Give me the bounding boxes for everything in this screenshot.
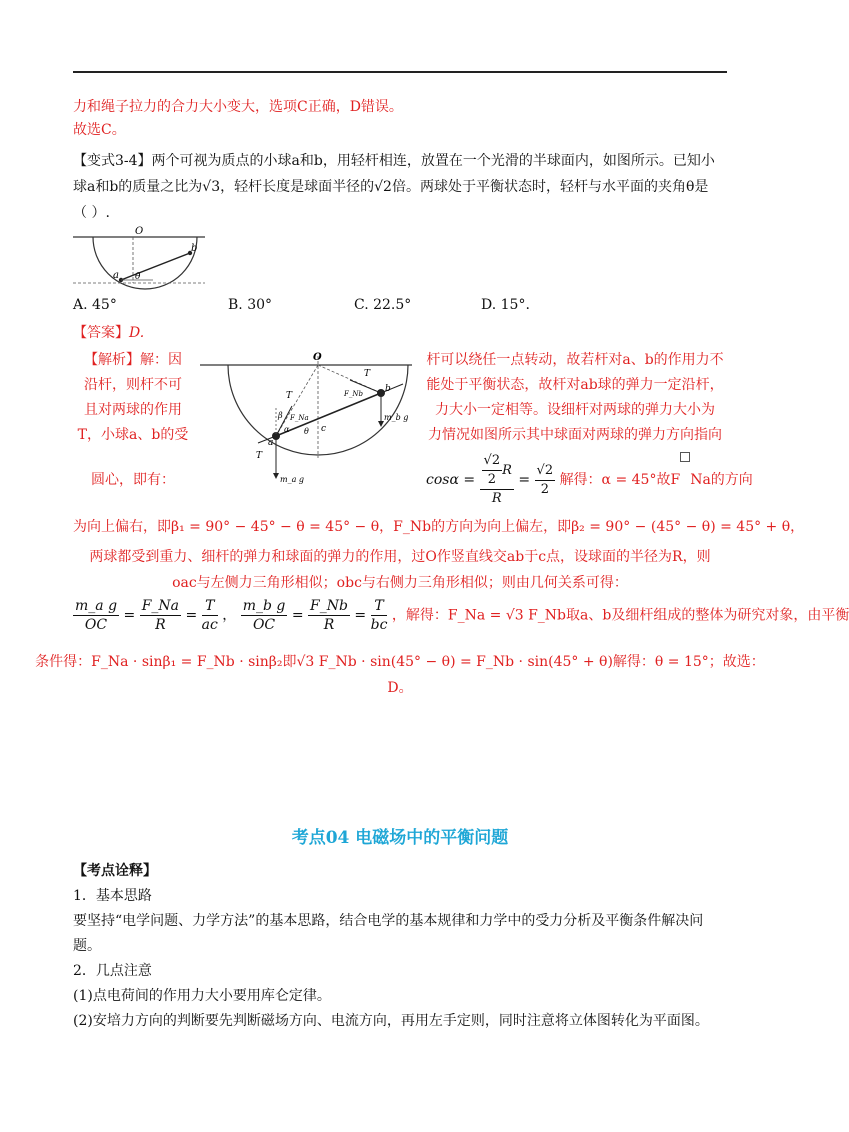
cos-label: cosα = — [426, 472, 476, 488]
fig2-o-label: O — [313, 352, 322, 363]
eq2-n3: T — [371, 597, 388, 616]
fig1-o-label: O — [135, 226, 144, 237]
section-heading: 考点04 电磁场中的平衡问题 — [291, 828, 509, 848]
header-rule — [73, 71, 727, 73]
fig1-theta-label: θ — [135, 272, 141, 282]
eq-tail: ，解得：F_Na = √3 F_Nb取a、b及细杆组成的整体为研究对象，由平衡 — [391, 607, 849, 624]
eq1-d1: OC — [84, 617, 108, 633]
eq2-n1: m_b g — [242, 598, 286, 614]
analysis-left-2: 沿杆，则杆不可 — [84, 377, 182, 393]
force-diagram — [198, 348, 420, 490]
analysis-left-3: 且对两球的作用 — [84, 402, 182, 418]
eq1-n1: m_a g — [75, 598, 118, 614]
ratio-equations: $\frac{\text{m\_a g}}{OC}$ = $\frac{F\_Na}{R}$ = $\frac{T}{ac}$ ， $\frac{\text{m\_b g}}{OC}$ = $\frac{F\_Nb}{R}$ = $\frac{T}{bc}$ ，解得：F_Na = √3 F_Nb取a、b及细杆组成的整体为研究对象，由平衡 — [75, 598, 849, 633]
eq2-d2: R — [323, 617, 335, 633]
answer-line — [73, 323, 144, 343]
analysis-line-11: D。 — [387, 680, 413, 696]
hemisphere-figure — [73, 225, 213, 290]
question-line-3: （ ）. — [73, 205, 110, 221]
cos-den: R — [491, 491, 502, 506]
eq2-n2: F_Nb — [310, 598, 348, 614]
fig2-alpha-label: α — [284, 425, 290, 434]
cos-num-top: √2 — [482, 452, 503, 471]
fig2-theta-label: θ — [304, 427, 309, 436]
analysis-line-6: 为向上偏右，即β₁ = 90° − 45° − θ = 45° − θ，F_Nb的方向为向上偏左，即β₂ = 90° − (45° − θ) = 45° + θ， — [73, 519, 805, 535]
cos-rhs-den: 2 — [540, 481, 549, 497]
fig2-fnb-label: F_Nb — [344, 390, 363, 398]
cos-r: R — [502, 463, 512, 478]
option-d[interactable]: D. 15°. — [481, 297, 530, 313]
eq2-d3: bc — [370, 617, 388, 633]
analysis-left-5: 圆心，即有： — [91, 472, 175, 488]
option-c[interactable]: C. 22.5° — [354, 297, 412, 313]
fig2-fna-label: F_Na — [290, 414, 309, 422]
prev-line-2: 故选C。 — [73, 122, 126, 138]
cos-tail: 解得：α = 45°故F — [559, 472, 681, 488]
cos-equation: cosα = $\frac{√2}{2}$ R R = $\frac{√2}{2}$ 解得：α = 45°故F Na的方向 — [426, 453, 753, 506]
option-a[interactable]: A. 45° — [73, 297, 117, 313]
fig1-a-label: a — [113, 270, 119, 281]
eq1-n2: F_Na — [141, 598, 179, 614]
fig2-t2-label: T — [256, 451, 263, 461]
fig2-b-label: b — [385, 384, 391, 394]
eq2-d1: OC — [252, 617, 276, 633]
prev-line-1: 力和绳子拉力的合力大小变大，选项C正确，D错误。 — [73, 99, 403, 115]
analysis-line-7: 两球都受到重力、细杆的弹力和球面的弹力的作用，过O作竖直线交ab于c点，设球面的半径为R，则 — [89, 549, 711, 565]
cos-num-bot: 2 — [487, 472, 496, 487]
question-line-2: 球a和b的质量之比为√3，轻杆长度是球面半径的√2倍。两球处于平衡状态时，轻杆与水平面的夹角θ是 — [73, 179, 709, 195]
question-line-1: 【变式3-4】两个可视为质点的小球a和b，用轻杆相连，放置在一个光滑的半球面内，如图所示。已知小 — [73, 153, 715, 169]
fig2-beta-label: β — [278, 411, 283, 420]
fig2-t1-label: T — [286, 391, 293, 401]
analysis-right-2: 能处于平衡状态，故杆对ab球的弹力一定沿杆， — [426, 377, 724, 393]
fig2-mag-label: m_a g — [280, 475, 305, 484]
item-1-text-1: 要坚持“电学问题、力学方法”的基本思路，结合电学的基本规律和力学中的受力分析及平衡条件解决问 — [73, 913, 704, 929]
analysis-right-4: 力情况如图所示其中球面对两球的弹力方向指向 — [428, 427, 722, 443]
fig2-c-label: c — [321, 424, 327, 434]
item-1-title: 1．基本思路 — [73, 888, 152, 904]
eq1-d2: R — [155, 617, 166, 633]
analysis-left-1: 【解析】解：因 — [84, 352, 182, 368]
section-subheading: 【考点诠释】 — [73, 863, 157, 879]
analysis-line-10: 条件得：F_Na · sinβ₁ = F_Nb · sinβ₂即√3 F_Nb · sin(45° − θ) = F_Nb · sin(45° + θ)解得：θ = 15°；故选： — [35, 654, 765, 670]
answer-value: D. — [129, 325, 145, 341]
eq1-d3: ac — [201, 617, 218, 633]
fig2-t3-label: T — [364, 369, 371, 379]
item-1-text-2: 题。 — [73, 938, 101, 954]
item-2-title: 2．几点注意 — [73, 963, 152, 979]
box-icon — [680, 452, 690, 462]
analysis-right-3: 力大小一定相等。设细杆对两球的弹力大小为 — [435, 402, 715, 418]
eq1-n3: T — [202, 597, 218, 616]
analysis-line-8: oac与左侧力三角形相似；obc与右侧力三角形相似；则由几何关系可得： — [172, 575, 628, 591]
answer-label: 【答案】 — [73, 325, 129, 341]
item-2-text-2: (2)安培力方向的判断要先判断磁场方向、电流方向，再用左手定则，同时注意将立体图转化为平面图。 — [73, 1013, 709, 1029]
option-b[interactable]: B. 30° — [228, 297, 273, 313]
analysis-left-4: T，小球a、b的受 — [77, 427, 189, 443]
cos-rhs-num: √2 — [535, 462, 556, 481]
cos-tail-2: Na的方向 — [690, 472, 753, 488]
fig1-b-label: b — [191, 243, 198, 254]
fig2-a-label: a — [268, 438, 274, 448]
item-2-text-1: (1)点电荷间的作用力大小要用库仑定律。 — [73, 988, 331, 1004]
analysis-right-1: 杆可以绕任一点转动，故若杆对a、b的作用力不 — [426, 352, 724, 368]
fig2-mbg-label: m_b g — [384, 413, 409, 422]
